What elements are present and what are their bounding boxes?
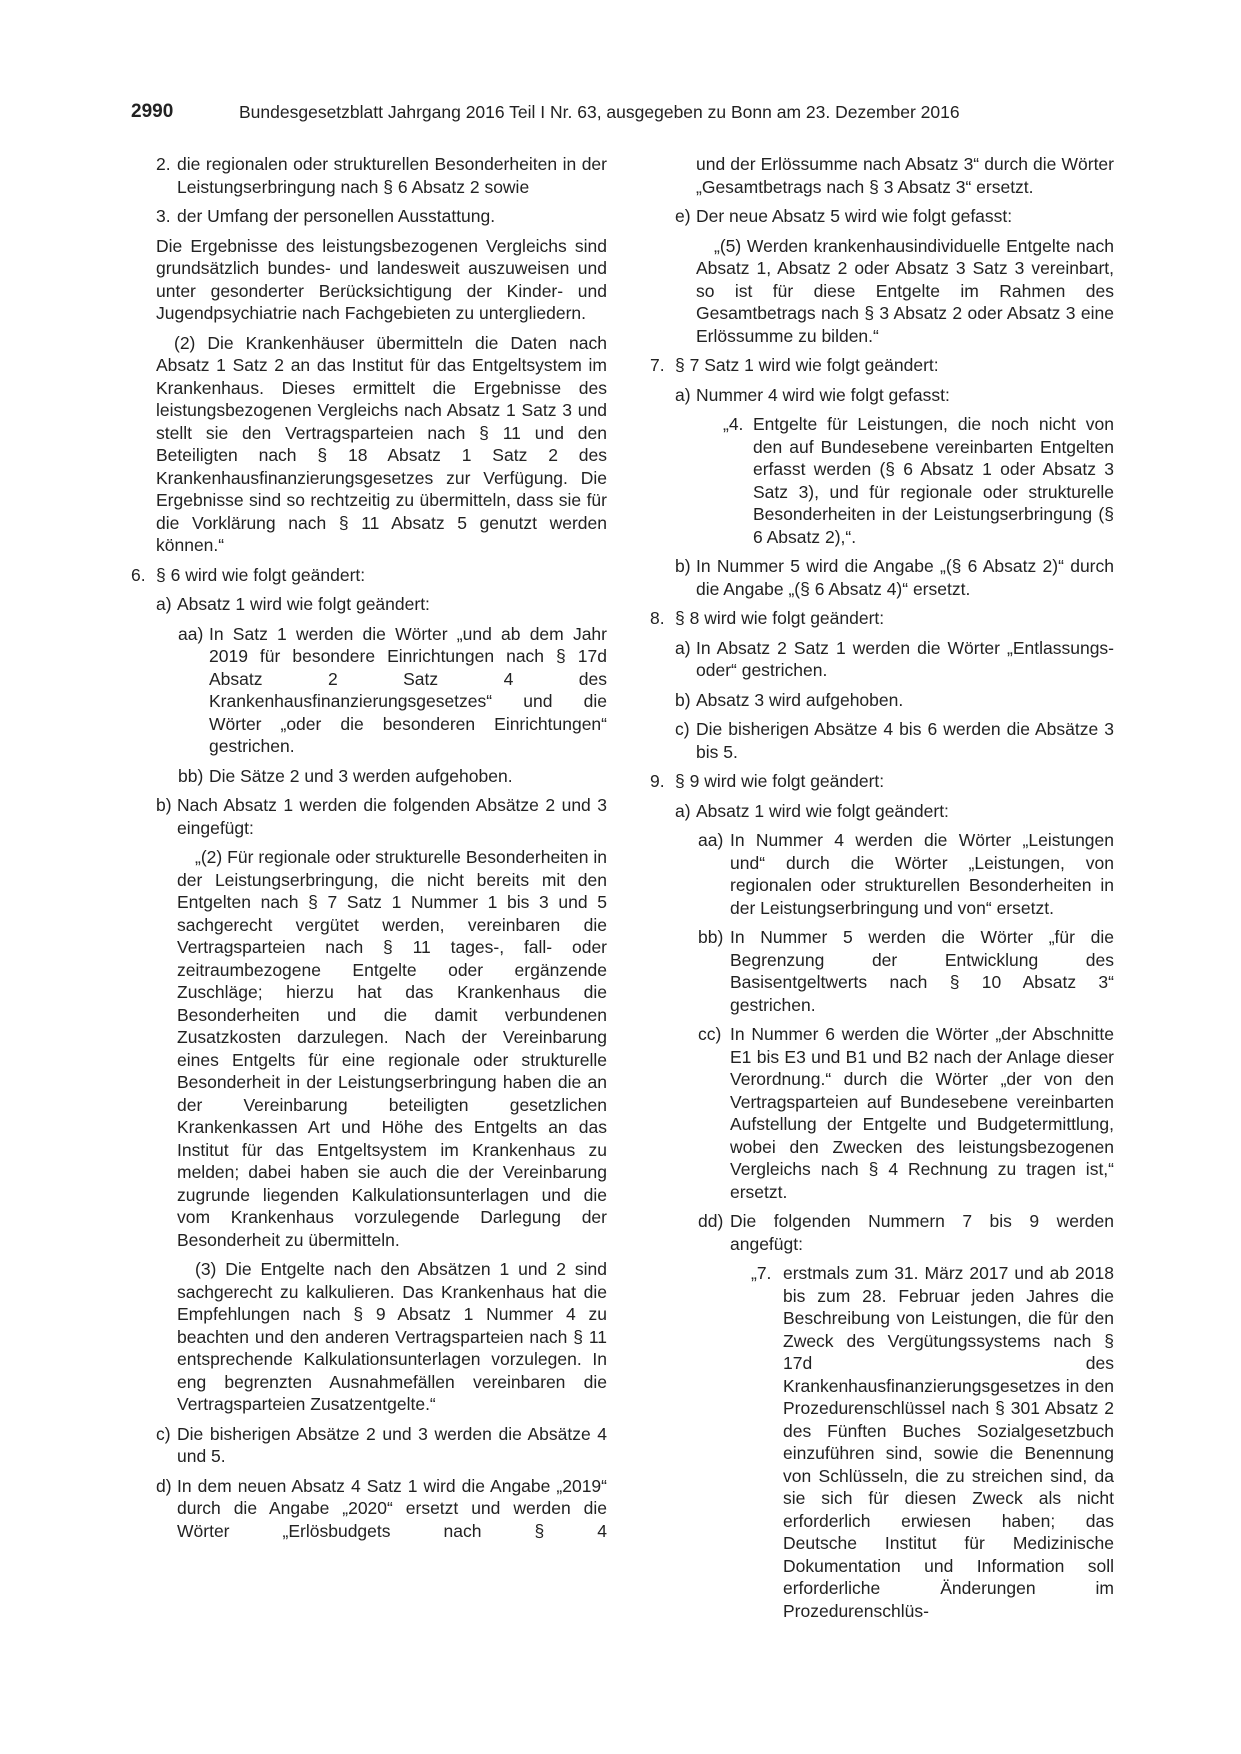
item-text: Nach Absatz 1 werden die folgenden Absätze 2 und 3 eingefügt: [177,795,607,838]
list-item-8b [640,689,1114,712]
item-text: In Absatz 2 Satz 1 werden die Wörter „Entlassungs- oder“ gestrichen. [696,637,1114,680]
item-marker: a) [156,594,172,614]
item-marker: a) [675,384,691,405]
item-marker: b) [156,795,172,815]
right-column [640,153,1114,1629]
paragraph-text: (2) Die Krankenhäuser übermitteln die Daten nach Absatz 1 Satz 2 an das Institut für das Entgeltsystem im Krankenhaus. Dieses ermittelt die Ergebnisse des leistungsbezogenen Vergleichs nach Absatz 1 Satz 3 und stellt sie den Vertragsparteien nach § 11 und den Beteiligten nach § 18 Absatz 1 Satz 2 des Krankenhausfinanzierungsgesetzes zur Verfügung. Die Ergebnisse sind so rechtzeitig zu übermitteln, dass sie für die Vorklärung nach § 11 Absatz 5 genutzt werden können.“ [156,332,607,555]
list-item-6c [131,1423,607,1468]
list-item-8a [640,637,1114,682]
quote-nummer-7 [640,1262,1114,1622]
item-marker: e) [675,206,691,226]
item-text: Absatz 3 wird aufgehoben. [696,689,904,710]
header-title: Bundesgesetzblatt Jahrgang 2016 Teil I Nr. 63, ausgegeben zu Bonn am 23. Dezember 2016 [239,102,960,122]
item-marker: a) [675,637,691,658]
paragraph-absatz-2 [131,332,607,557]
item-text: In Nummer 5 wird die Angabe „(§ 6 Absatz 2)“ durch die Angabe „(§ 6 Absatz 4)“ ersetzt. [696,556,1114,599]
list-item-9 [640,770,1114,793]
list-item-9a-aa [640,829,1114,919]
item-marker: bb) [698,927,724,947]
item-marker: 2. [156,154,171,174]
page-number: 2990 [131,101,174,122]
item-marker: cc) [698,1024,722,1044]
item-marker: 7. [650,355,665,375]
item-text: Entgelte für Leistungen, die noch nicht von den auf Bundesebene vereinbarten Entgelten erfasst werden (§ 6 Absatz 1 oder Absatz 3 Satz 3), und für regionale oder strukturelle Besonderheiten in der Leistungserbringung (§ 6 Absatz 2),“. [753,414,1114,547]
paragraph-text: Die Ergebnisse des leistungsbezogenen Vergleichs sind grundsätzlich bundes- und landesweit auszuweisen und unter gesonderter Berücksichtigung der Kinder- und Jugendpsychiatrie nach Fachgebieten zu untergliedern. [156,235,607,323]
list-item-6a-aa [131,623,607,758]
item-marker: bb) [178,765,204,786]
item-text: § 7 Satz 1 wird wie folgt geändert: [675,355,939,375]
item-marker: 8. [650,608,665,628]
list-item-6 [131,564,607,587]
quote-text: „(5) Werden krankenhausindividuelle Entgelte nach Absatz 1, Absatz 2 oder Absatz 3 Satz 3 vereinbart, so ist für diese Entgelte im Rahmen des Gesamtbetrags nach § 3 Absatz 2 oder Absatz 3 eine Erlössumme zu bilden.“ [696,235,1114,346]
list-item-8 [640,607,1114,630]
item-text: In Nummer 4 werden die Wörter „Leistungen und“ durch die Wörter „Leistungen, von regionalen oder strukturellen Besonderheiten in der Leistungserbringung und von“ ersetzt. [730,830,1114,918]
list-item-2 [131,153,607,198]
paragraph-ergebnisse [131,235,607,325]
item-text: § 6 wird wie folgt geändert: [156,564,366,585]
item-text: § 8 wird wie folgt geändert: [675,608,885,628]
list-item-6b [131,794,607,839]
item-text: Nummer 4 wird wie folgt gefasst: [696,384,950,405]
list-item-9a-bb [640,926,1114,1016]
list-item-7b [640,555,1114,600]
item-text: die regionalen oder strukturellen Besonderheiten in der Leistungserbringung nach § 6 Absatz 2 sowie [177,154,607,197]
item-text: der Umfang der personellen Ausstattung. [177,206,496,226]
item-marker: dd) [698,1211,724,1231]
item-marker: 6. [131,564,146,585]
item-marker: aa) [698,830,724,850]
item-text: Absatz 1 wird wie folgt geändert: [696,800,949,821]
list-item-6a-bb [131,765,607,788]
quote-text: (3) Die Entgelte nach den Absätzen 1 und 2 sind sachgerecht zu kalkulieren. Das Krankenhaus hat die Empfehlungen nach § 9 Absatz 1 Nummer 4 zu beachten und den anderen Vertragsparteien nach § 11 entsprechende Kalkulationsunterlagen vorzulegen. In eng begrenzten Ausnahmefällen vereinbaren die Vertragsparteien Zusatzentgelte.“ [177,1259,607,1414]
quote-absatz-5 [640,235,1114,348]
list-item-8c [640,718,1114,763]
quote-absatz-2 [131,846,607,1251]
list-item-7a [640,384,1114,407]
item-marker: „4. [723,414,744,434]
continued-text [640,153,1114,198]
list-item-9a [640,800,1114,823]
quote-text: „(2) Für regionale oder strukturelle Besonderheiten in der Leistungserbringung, die nicht bereits mit den Entgelten nach § 7 Satz 1 Nummer 1 bis 3 und 5 sachgerecht vergütet werden, vereinbaren die Vertragsparteien nach § 11 tages-, fall- oder zeitraumbezogene Entgelte oder ergänzende Zuschläge; hierzu hat das Krankenhaus die Besonderheiten und die damit verbundenen Zusatzkosten darzulegen. Nach der Vereinbarung eines Entgelts für eine regionale oder strukturelle Besonderheit in der Leistungserbringung haben die an der Vereinbarung beteiligten gesetzlichen Krankenkassen Art und Höhe des Entgelts an das Institut für das Entgeltsystem im Krankenhaus zu melden; dabei haben sie auch die der Vereinbarung zugrunde liegenden Kalkulationsunterlagen und die vom Krankenhaus vorzulegende Darlegung der Besonderheit zu übermitteln. [177,847,607,1250]
item-text: In Satz 1 werden die Wörter „und ab dem Jahr 2019 für besondere Einrichtungen nach § 17d Absatz 2 Satz 4 des Krankenhausfinanzierungsgesetzes“ und die Wörter „oder die besonderen Einrichtungen“ gestrichen. [209,623,607,756]
item-marker: aa) [178,623,204,644]
item-marker: d) [156,1475,172,1496]
item-text: In Nummer 5 werden die Wörter „für die Begrenzung der Entwicklung des Basisentgeltwerts nach § 10 Absatz 3“ gestrichen. [730,927,1114,1015]
item-marker: c) [675,719,690,739]
list-item-6d [131,1475,607,1543]
item-marker: a) [675,800,691,821]
item-marker: 9. [650,771,665,791]
list-item-9a-dd [640,1210,1114,1255]
list-item-7 [640,354,1114,377]
list-item-6a [131,593,607,616]
item-marker: b) [675,556,691,576]
item-text: § 9 wird wie folgt geändert: [675,771,885,791]
list-item-3 [131,205,607,228]
item-text: und der Erlössumme nach Absatz 3“ durch die Wörter „Gesamtbetrags nach § 3 Absatz 3“ ersetzt. [696,154,1114,197]
list-item-9a-cc [640,1023,1114,1203]
item-marker: 3. [156,206,171,226]
item-text: Absatz 1 wird wie folgt geändert: [177,594,430,614]
quote-absatz-3 [131,1258,607,1416]
item-text: Die bisherigen Absätze 4 bis 6 werden die Absätze 3 bis 5. [696,719,1114,762]
item-marker: „7. [751,1263,772,1283]
item-text: In Nummer 6 werden die Wörter „der Abschnitte E1 bis E3 und B1 und B2 nach der Anlage dieser Verordnung.“ durch die Wörter „der von den Vertragsparteien auf Bundesebene vereinbarten Aufstellung der Entgelte und Budgetermittlung, wobei den Zwecken des leistungsbezogenen Vergleichs nach § 4 Rechnung zu tragen ist,“ ersetzt. [730,1024,1114,1202]
item-text: Die folgenden Nummern 7 bis 9 werden angefügt: [730,1211,1114,1254]
item-text: In dem neuen Absatz 4 Satz 1 wird die Angabe „2019“ durch die Angabe „2020“ ersetzt und werden die Wörter „Erlösbudgets nach § 4 [177,1475,607,1541]
page-header [131,101,1011,129]
item-marker: b) [675,689,691,710]
quote-nummer-4 [640,413,1114,548]
item-marker: c) [156,1423,171,1444]
list-item-6e [640,205,1114,228]
left-column [131,153,607,1549]
item-text: Die bisherigen Absätze 2 und 3 werden die Absätze 4 und 5. [177,1423,607,1466]
item-text: Die Sätze 2 und 3 werden aufgehoben. [209,765,513,786]
item-text: erstmals zum 31. März 2017 und ab 2018 bis zum 28. Februar jeden Jahres die Beschreibung von Leistungen, die für den Zweck des Vergütungssystems nach § 17d des Krankenhausfinanzierungsgesetzes in den Prozedurenschlüssel nach § 301 Absatz 2 des Fünften Buches Sozialgesetzbuch einzuführen sind, sowie die Benennung von Schlüsseln, die zu streichen sind, da sie sich für diesen Zweck als nicht erforderlich erwiesen haben; das Deutsche Institut für Medizinische Dokumentation und Information soll erforderliche Änderungen im Prozedurenschlüs- [783,1263,1114,1621]
item-text: Der neue Absatz 5 wird wie folgt gefasst: [696,206,1013,226]
